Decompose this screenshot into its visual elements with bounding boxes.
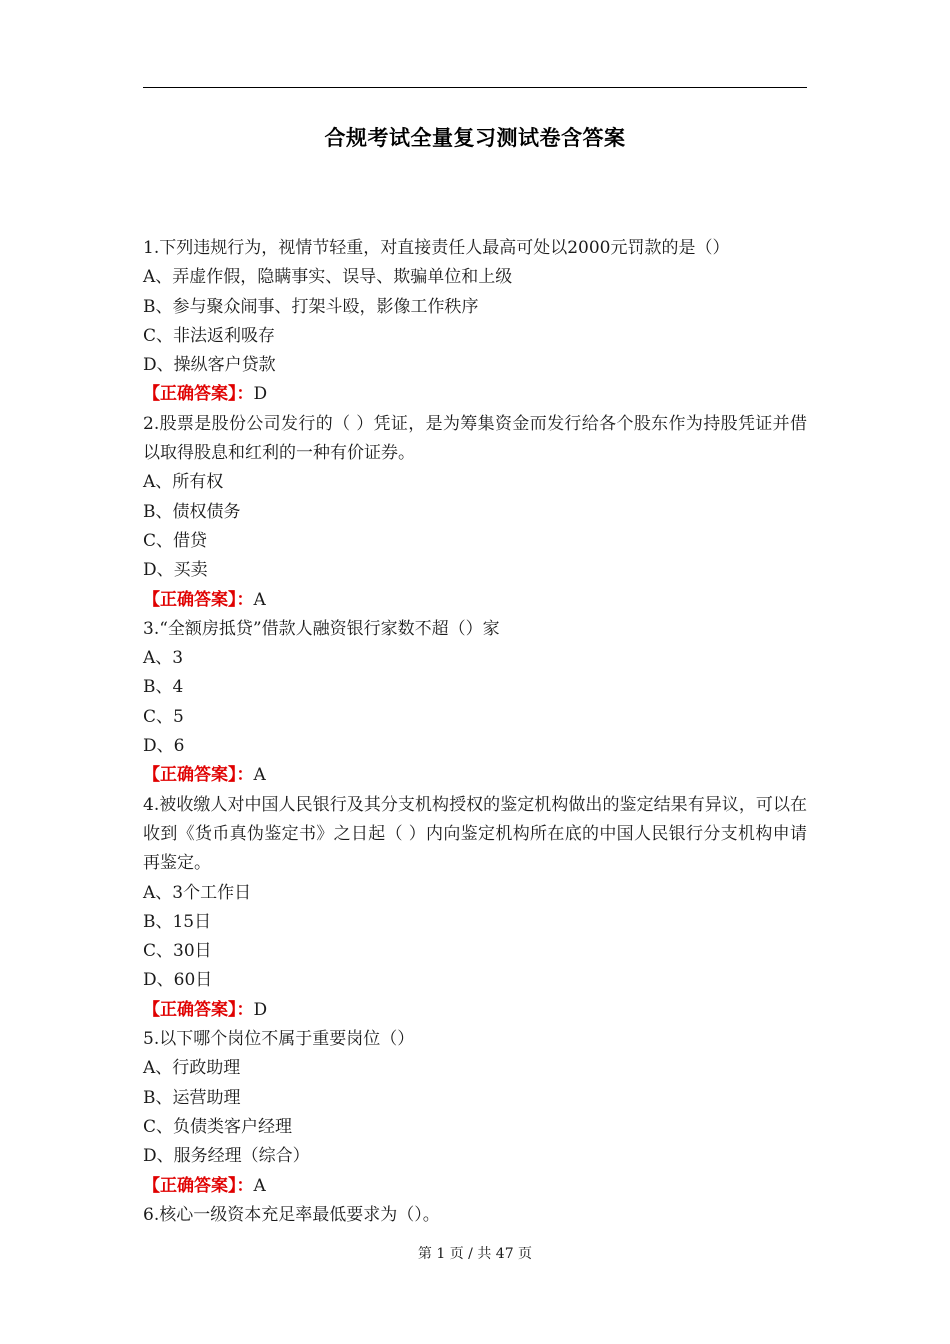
question-block	[143, 615, 807, 791]
option-c: C、负债类客户经理	[143, 1116, 293, 1137]
option-b: B、参与聚众闹事、打架斗殴，影像工作秩序	[143, 296, 479, 317]
question-block	[143, 1025, 807, 1201]
answer-line	[143, 996, 807, 1025]
option-c: C、5	[143, 706, 184, 727]
option-d: D、买卖	[143, 560, 208, 581]
answer-line	[143, 380, 807, 409]
option-a: A、弄虚作假，隐瞒事实、误导、欺骗单位和上级	[143, 267, 513, 288]
answer-value: A	[253, 589, 266, 610]
option-a: A、所有权	[143, 472, 224, 493]
answer-line	[143, 761, 807, 790]
question-block	[143, 410, 807, 615]
header-rule	[143, 87, 807, 88]
option-a: A、行政助理	[143, 1058, 241, 1079]
option-a: A、3个工作日	[143, 882, 252, 903]
question-text: 5.以下哪个岗位不属于重要岗位（）	[143, 1029, 415, 1050]
answer-label: 【正确答案】：	[143, 999, 254, 1020]
question-block	[143, 1201, 807, 1230]
document-title: 合规考试全量复习测试卷含答案	[324, 125, 626, 150]
answer-label: 【正确答案】：	[143, 765, 254, 786]
question-text: 2.股票是股份公司发行的（ ）凭证，是为筹集资金而发行给各个股东作为持股凭证并借以取得股息和红利的一种有价证券。	[143, 413, 807, 464]
answer-value: D	[253, 384, 268, 405]
option-b: B、债权债务	[143, 501, 241, 522]
option-c: C、非法返利吸存	[143, 325, 276, 346]
option-b: B、4	[143, 677, 184, 698]
question-list	[143, 234, 807, 1230]
option-d: D、60日	[143, 970, 213, 991]
option-c: C、30日	[143, 941, 212, 962]
question-block	[143, 234, 807, 410]
option-d: D、服务经理（综合）	[143, 1146, 310, 1167]
answer-line	[143, 1172, 807, 1201]
option-a: A、3	[143, 648, 184, 669]
option-d: D、6	[143, 736, 185, 757]
question-text: 6.核心一级资本充足率最低要求为（）。	[143, 1204, 440, 1225]
question-text: 3.“全额房抵贷”借款人融资银行家数不超（）家	[143, 618, 500, 639]
question-block	[143, 791, 807, 1025]
question-text: 1.下列违规行为，视情节轻重，对直接责任人最高可处以2000元罚款的是（）	[143, 238, 730, 258]
answer-value: A	[253, 765, 266, 786]
answer-label: 【正确答案】：	[143, 384, 254, 405]
page-footer: 第 1 页 / 共 47 页	[417, 1246, 533, 1262]
question-text: 4.被收缴人对中国人民银行及其分支机构授权的鉴定机构做出的鉴定结果有异议，可以在收到《货币真伪鉴定书》之日起（ ）内向鉴定机构所在底的中国人民银行分支机构申请再鉴定。	[143, 794, 807, 874]
option-d: D、操纵客户贷款	[143, 355, 276, 376]
answer-label: 【正确答案】：	[143, 589, 254, 610]
answer-label: 【正确答案】：	[143, 1175, 254, 1196]
option-b: B、15日	[143, 911, 212, 932]
answer-line	[143, 586, 807, 615]
answer-value: A	[253, 1175, 266, 1196]
answer-value: D	[253, 999, 268, 1020]
option-b: B、运营助理	[143, 1087, 241, 1108]
option-c: C、借贷	[143, 530, 208, 551]
